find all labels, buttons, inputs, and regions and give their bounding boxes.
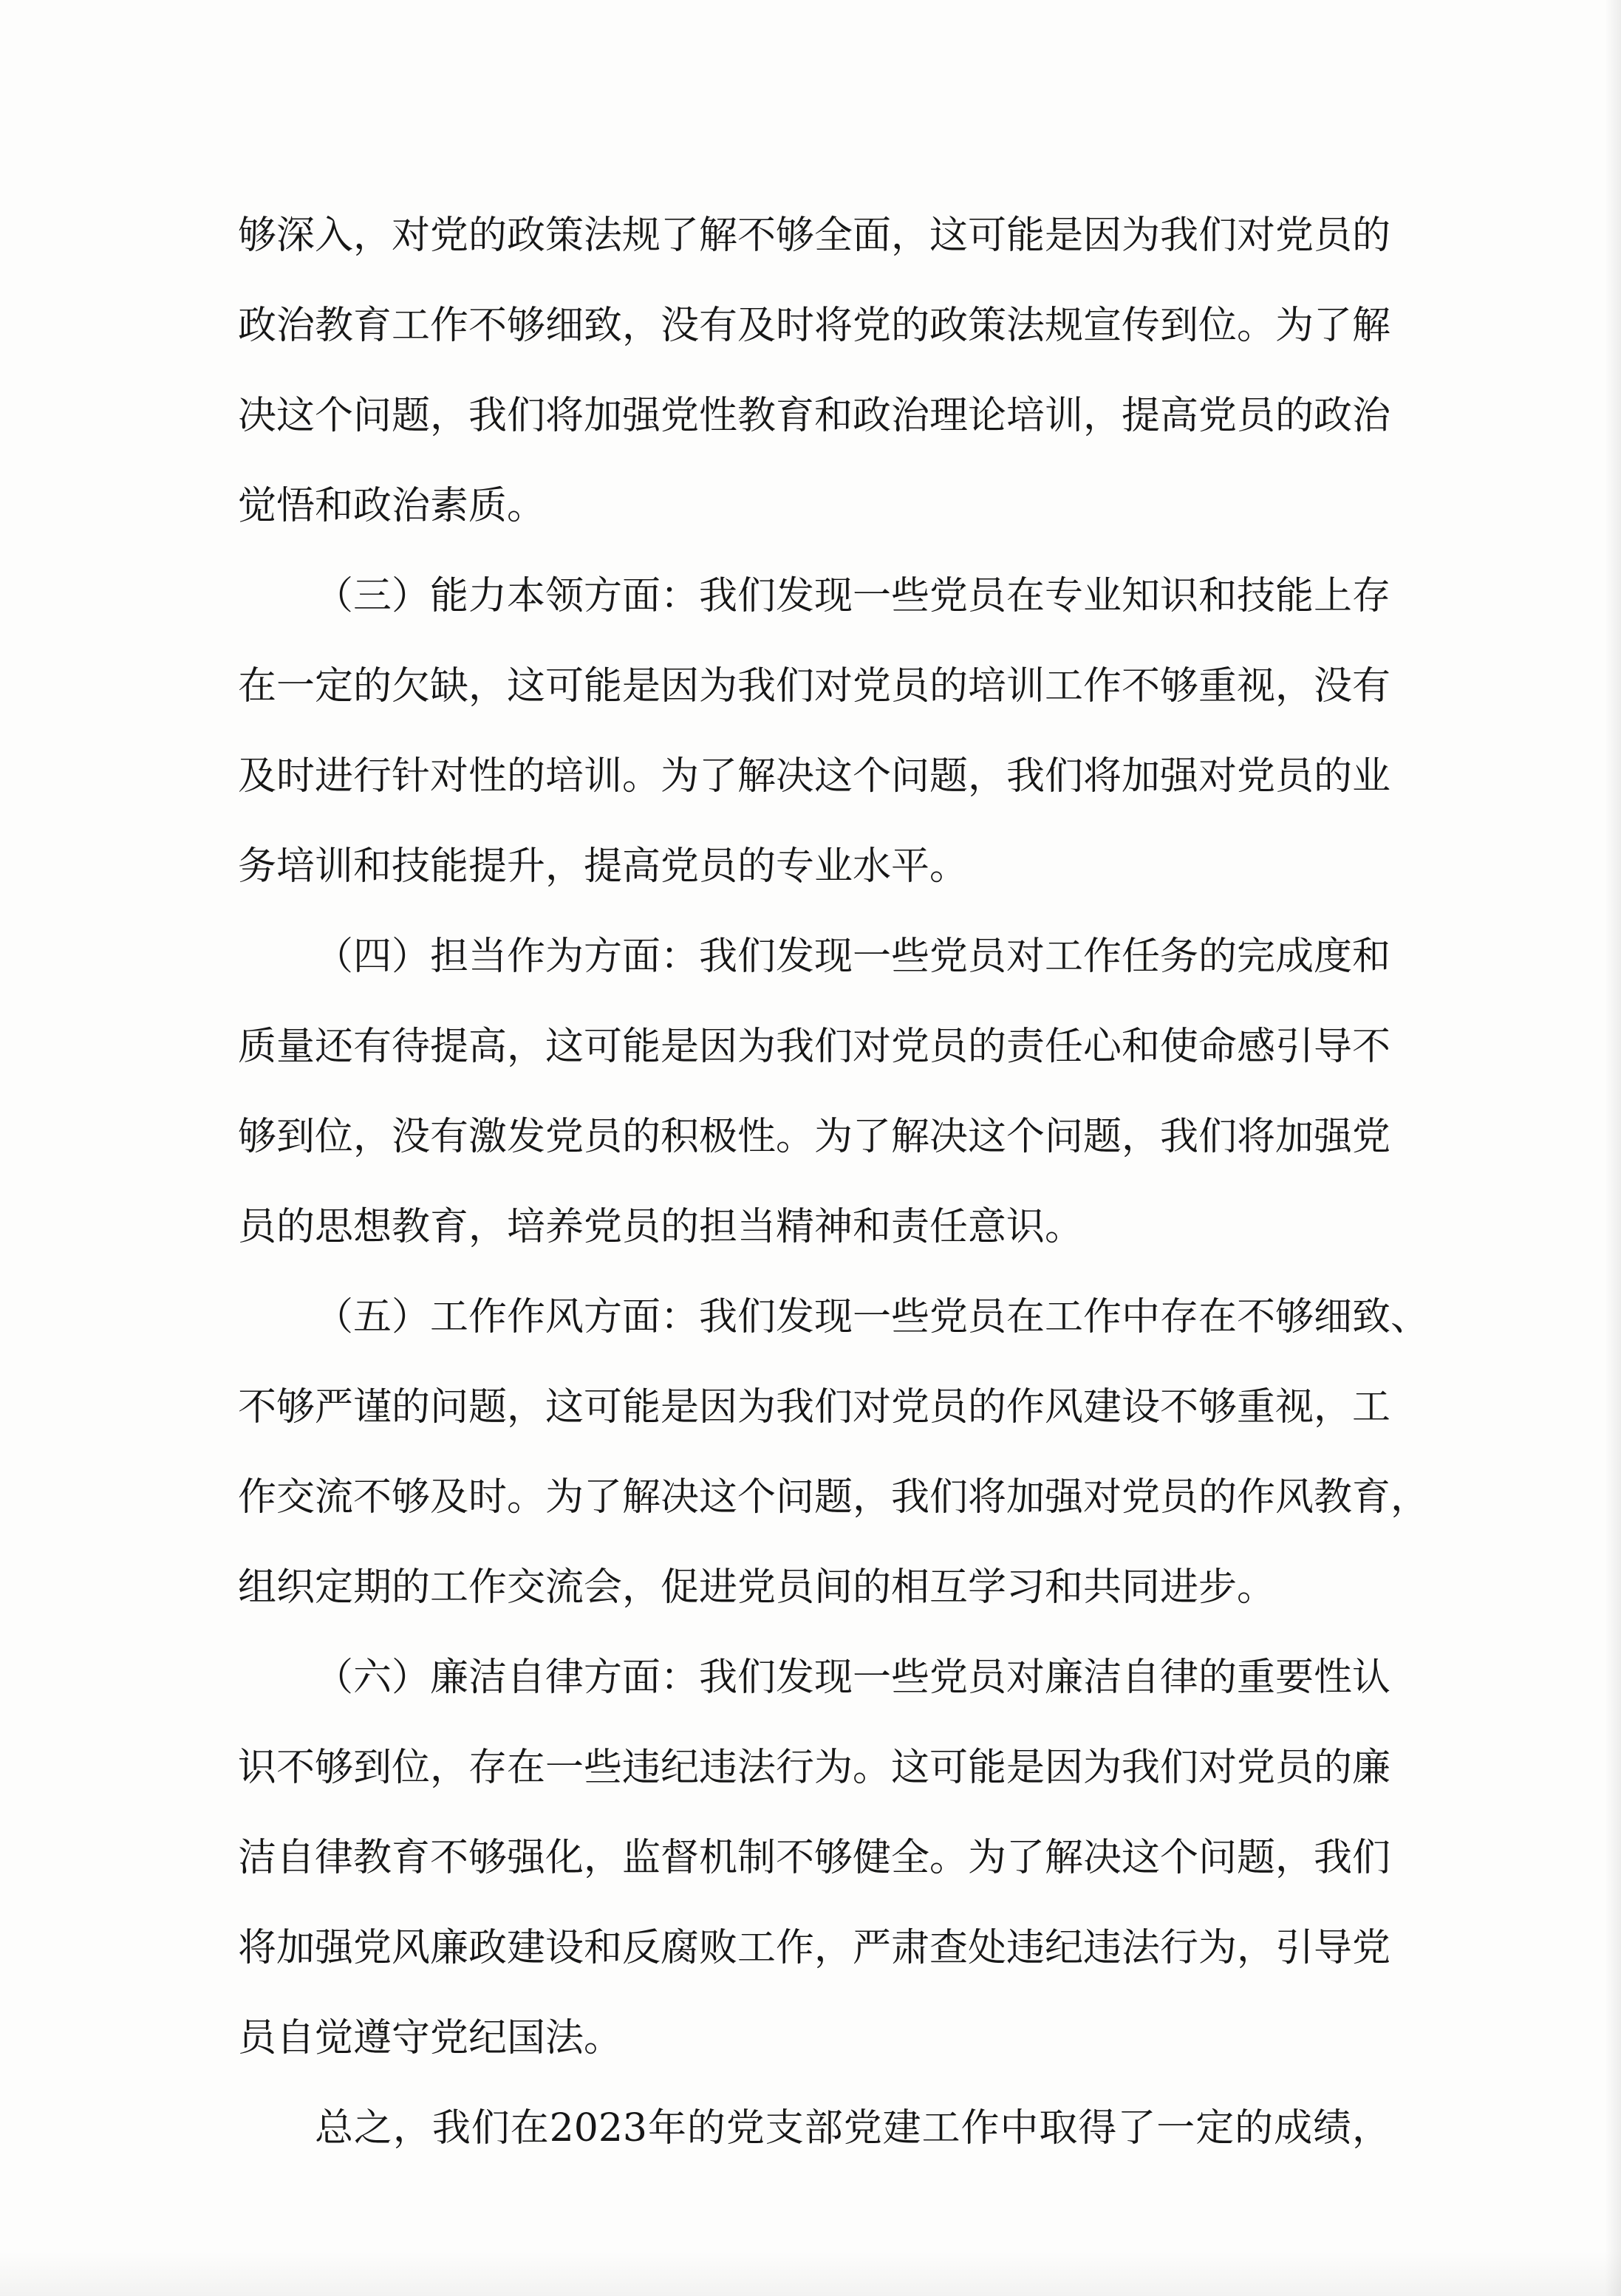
text-line: 组织定期的工作交流会，促进党员间的相互学习和共同进步。 xyxy=(238,1565,1276,1610)
text-line: 作交流不够及时。为了解决这个问题，我们将加强对党员的作风教育， xyxy=(238,1475,1430,1520)
body-text xyxy=(238,191,1430,2173)
text-line: 员自觉遵守党纪国法。 xyxy=(238,2016,623,2060)
text-line: 决这个问题，我们将加强党性教育和政治理论培训，提高党员的政治 xyxy=(238,394,1391,438)
text-line: 识不够到位，存在一些违纪违法行为。这可能是因为我们对党员的廉 xyxy=(238,1746,1391,1790)
text-line: 及时进行针对性的培训。为了解决这个问题，我们将加强对党员的业 xyxy=(238,754,1391,799)
paragraph-start-line: （四）担当作为方面：我们发现一些党员对工作任务的完成度和 xyxy=(315,935,1391,979)
text-line: 质量还有待提高，这可能是因为我们对党员的责任心和使命感引导不 xyxy=(238,1025,1391,1069)
text-line: 够到位，没有激发党员的积极性。为了解决这个问题，我们将加强党 xyxy=(238,1115,1391,1159)
text-line: 将加强党风廉政建设和反腐败工作，严肃查处违纪违法行为，引导党 xyxy=(238,1926,1391,1970)
paragraph-start-line: （六）廉洁自律方面：我们发现一些党员对廉洁自律的重要性认 xyxy=(315,1656,1391,1700)
text-line: 政治教育工作不够细致，没有及时将党的政策法规宣传到位。为了解 xyxy=(238,304,1391,348)
text-line: 够深入，对党的政策法规了解不够全面，这可能是因为我们对党员的 xyxy=(238,213,1391,258)
text-line: 觉悟和政治素质。 xyxy=(238,484,546,528)
text-line: 员的思想教育，培养党员的担当精神和责任意识。 xyxy=(238,1205,1084,1249)
paragraph-start-line: （五）工作作风方面：我们发现一些党员在工作中存在不够细致、 xyxy=(315,1295,1430,1339)
text-line: 洁自律教育不够强化，监督机制不够健全。为了解决这个问题，我们 xyxy=(238,1836,1391,1880)
scan-shadow-right xyxy=(1605,0,1621,2296)
text-line: 不够严谨的问题，这可能是因为我们对党员的作风建设不够重视，工 xyxy=(238,1385,1391,1429)
paragraph-start-line: 总之，我们在2023年的党支部党建工作中取得了一定的成绩， xyxy=(315,2106,1390,2150)
text-line: 务培训和技能提升，提高党员的专业水平。 xyxy=(238,844,969,889)
text-line: 在一定的欠缺，这可能是因为我们对党员的培训工作不够重视，没有 xyxy=(238,664,1391,708)
scan-shadow-bottom xyxy=(0,2252,1621,2296)
paragraph-start-line: （三）能力本领方面：我们发现一些党员在专业知识和技能上存 xyxy=(315,574,1391,618)
